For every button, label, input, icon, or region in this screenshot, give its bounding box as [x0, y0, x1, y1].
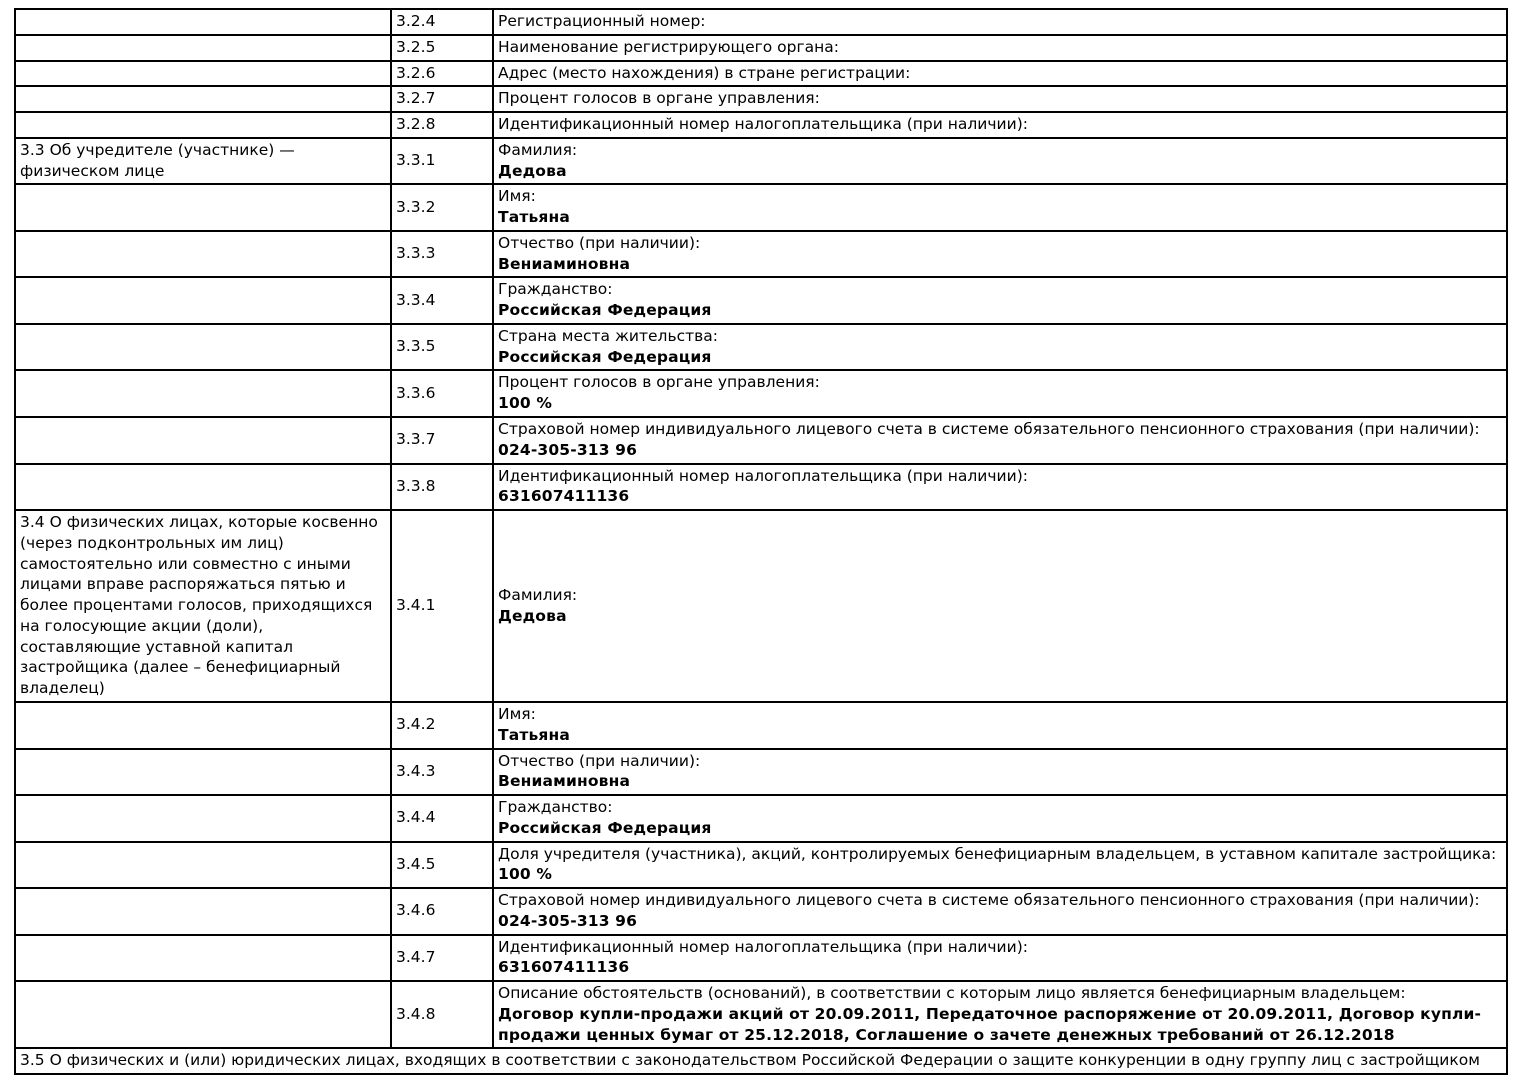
- table-row: [15, 370, 1507, 417]
- field-value: 631607411136: [498, 958, 630, 977]
- table-row: [15, 184, 1507, 231]
- item-number-cell: 3.3.8: [391, 464, 493, 511]
- section-title-cell: [15, 464, 391, 511]
- item-number-cell: 3.2.4: [391, 9, 493, 35]
- table-row: [15, 795, 1507, 842]
- table-row: [15, 749, 1507, 796]
- field-label: Имя:: [498, 704, 536, 723]
- section-title-cell: [15, 749, 391, 796]
- field-label: Имя:: [498, 187, 536, 206]
- table-row: [15, 9, 1507, 35]
- section-footer-cell: 3.5 О физических и (или) юридических лицах, входящих в соответствии с законодательством Российской Федерации о защите конкуренции в одну группу лиц с застройщиком: [15, 1048, 1507, 1074]
- field-value: 100 %: [498, 865, 553, 884]
- field-value: Дедова: [498, 606, 567, 625]
- field-value: Дедова: [498, 161, 567, 180]
- field-value: 631607411136: [498, 487, 630, 506]
- field-label: Описание обстоятельств (оснований), в соответствии с которым лицо является бенефициарным владельцем:: [498, 984, 1406, 1003]
- field-label: Фамилия:: [498, 140, 578, 159]
- field-label: Идентификационный номер налогоплательщика (при наличии):: [498, 115, 1028, 134]
- section-title-cell: [15, 231, 391, 278]
- table-row: [15, 981, 1507, 1048]
- section-title-cell: [15, 112, 391, 138]
- content-cell: [493, 231, 1507, 278]
- field-label: Наименование регистрирующего органа:: [498, 37, 839, 56]
- field-label: Фамилия:: [498, 585, 578, 604]
- field-value: Российская Федерация: [498, 347, 712, 366]
- table-row: [15, 324, 1507, 371]
- content-cell: [493, 417, 1507, 464]
- section-title-cell: 3.3 Об учредителе (участнике) — физическом лице: [15, 138, 391, 185]
- section-title-cell: [15, 981, 391, 1048]
- section-title-cell: [15, 61, 391, 87]
- content-cell: [493, 9, 1507, 35]
- field-label: Адрес (место нахождения) в стране регистрации:: [498, 63, 911, 82]
- item-number-cell: 3.3.7: [391, 417, 493, 464]
- field-label: Гражданство:: [498, 798, 613, 817]
- content-cell: [493, 749, 1507, 796]
- item-number-cell: 3.3.5: [391, 324, 493, 371]
- content-cell: [493, 464, 1507, 511]
- item-number-cell: 3.2.5: [391, 35, 493, 61]
- table-row: [15, 231, 1507, 278]
- content-cell: [493, 510, 1507, 702]
- field-value: Вениаминовна: [498, 254, 631, 273]
- section-title-cell: [15, 842, 391, 889]
- field-value: Российская Федерация: [498, 301, 712, 320]
- item-number-cell: 3.4.1: [391, 510, 493, 702]
- item-number-cell: 3.3.4: [391, 277, 493, 324]
- field-value: 100 %: [498, 394, 553, 413]
- field-label: Регистрационный номер:: [498, 12, 706, 30]
- item-number-cell: 3.4.6: [391, 888, 493, 935]
- section-title-cell: 3.4 О физических лицах, которые косвенно (через подконтрольных им лиц) самостоятельно или совместно с иными лицами вправе распоряжаться пятью и более процентами голосов, приходящихся на голосующие акции (доли), составляющие уставной капитал застройщика (далее – бенефициарный владелец): [15, 510, 391, 702]
- content-cell: [493, 112, 1507, 138]
- item-number-cell: 3.3.6: [391, 370, 493, 417]
- table-row: [15, 277, 1507, 324]
- content-cell: [493, 702, 1507, 749]
- table-row: [15, 35, 1507, 61]
- table-row: [15, 61, 1507, 87]
- field-label: Процент голосов в органе управления:: [498, 373, 820, 392]
- section-title-cell: [15, 86, 391, 112]
- field-label: Идентификационный номер налогоплательщика (при наличии):: [498, 937, 1028, 956]
- field-value: Договор купли-продажи акций от 20.09.2011, Передаточное распоряжение от 20.09.2011, Договор купли-продажи ценных бумаг от 25.12.2018, Соглашение о зачете денежных требований от 26.12.2018: [498, 1004, 1482, 1044]
- field-value: Татьяна: [498, 208, 571, 227]
- content-cell: [493, 795, 1507, 842]
- field-value: Вениаминовна: [498, 772, 631, 791]
- table-row: [15, 702, 1507, 749]
- field-value: 024-305-313 96: [498, 440, 638, 459]
- item-number-cell: 3.4.5: [391, 842, 493, 889]
- content-cell: [493, 86, 1507, 112]
- item-number-cell: 3.2.7: [391, 86, 493, 112]
- declaration-table-body: [15, 9, 1507, 1074]
- table-row: [15, 86, 1507, 112]
- table-row: [15, 1048, 1507, 1074]
- table-row: [15, 888, 1507, 935]
- item-number-cell: 3.4.2: [391, 702, 493, 749]
- field-value: 024-305-313 96: [498, 911, 638, 930]
- section-title-cell: [15, 324, 391, 371]
- field-label: Отчество (при наличии):: [498, 751, 701, 770]
- content-cell: [493, 184, 1507, 231]
- item-number-cell: 3.3.3: [391, 231, 493, 278]
- item-number-cell: 3.4.8: [391, 981, 493, 1048]
- section-title-cell: [15, 277, 391, 324]
- field-label: Страховой номер индивидуального лицевого счета в системе обязательного пенсионного страхования (при наличии):: [498, 891, 1480, 910]
- item-number-cell: 3.4.7: [391, 935, 493, 982]
- section-title-cell: [15, 702, 391, 749]
- content-cell: [493, 370, 1507, 417]
- field-label: Идентификационный номер налогоплательщика (при наличии):: [498, 466, 1028, 485]
- item-number-cell: 3.3.1: [391, 138, 493, 185]
- table-row: [15, 935, 1507, 982]
- content-cell: [493, 138, 1507, 185]
- item-number-cell: 3.4.4: [391, 795, 493, 842]
- content-cell: [493, 888, 1507, 935]
- content-cell: [493, 35, 1507, 61]
- field-value: Татьяна: [498, 725, 571, 744]
- section-title-cell: [15, 795, 391, 842]
- content-cell: [493, 935, 1507, 982]
- declaration-table: [14, 8, 1508, 1075]
- item-number-cell: 3.4.3: [391, 749, 493, 796]
- field-label: Гражданство:: [498, 280, 613, 299]
- content-cell: [493, 324, 1507, 371]
- field-label: Доля учредителя (участника), акций, контролируемых бенефициарным владельцем, в уставном капитале застройщика:: [498, 844, 1497, 863]
- content-cell: [493, 277, 1507, 324]
- table-row: [15, 510, 1507, 702]
- field-label: Страховой номер индивидуального лицевого счета в системе обязательного пенсионного страхования (при наличии):: [498, 420, 1480, 439]
- field-value: Российская Федерация: [498, 818, 712, 837]
- item-number-cell: 3.2.8: [391, 112, 493, 138]
- table-row: [15, 417, 1507, 464]
- section-title-cell: [15, 417, 391, 464]
- content-cell: [493, 842, 1507, 889]
- content-cell: [493, 981, 1507, 1048]
- section-title-cell: [15, 184, 391, 231]
- section-title-cell: [15, 370, 391, 417]
- section-title-cell: [15, 888, 391, 935]
- table-row: [15, 842, 1507, 889]
- item-number-cell: 3.2.6: [391, 61, 493, 87]
- field-label: Отчество (при наличии):: [498, 233, 701, 252]
- content-cell: [493, 61, 1507, 87]
- section-title-cell: [15, 935, 391, 982]
- table-row: [15, 464, 1507, 511]
- table-row: [15, 112, 1507, 138]
- item-number-cell: 3.3.2: [391, 184, 493, 231]
- field-label: Страна места жительства:: [498, 326, 719, 345]
- field-label: Процент голосов в органе управления:: [498, 89, 820, 108]
- section-title-cell: [15, 35, 391, 61]
- table-row: [15, 138, 1507, 185]
- section-title-cell: [15, 9, 391, 35]
